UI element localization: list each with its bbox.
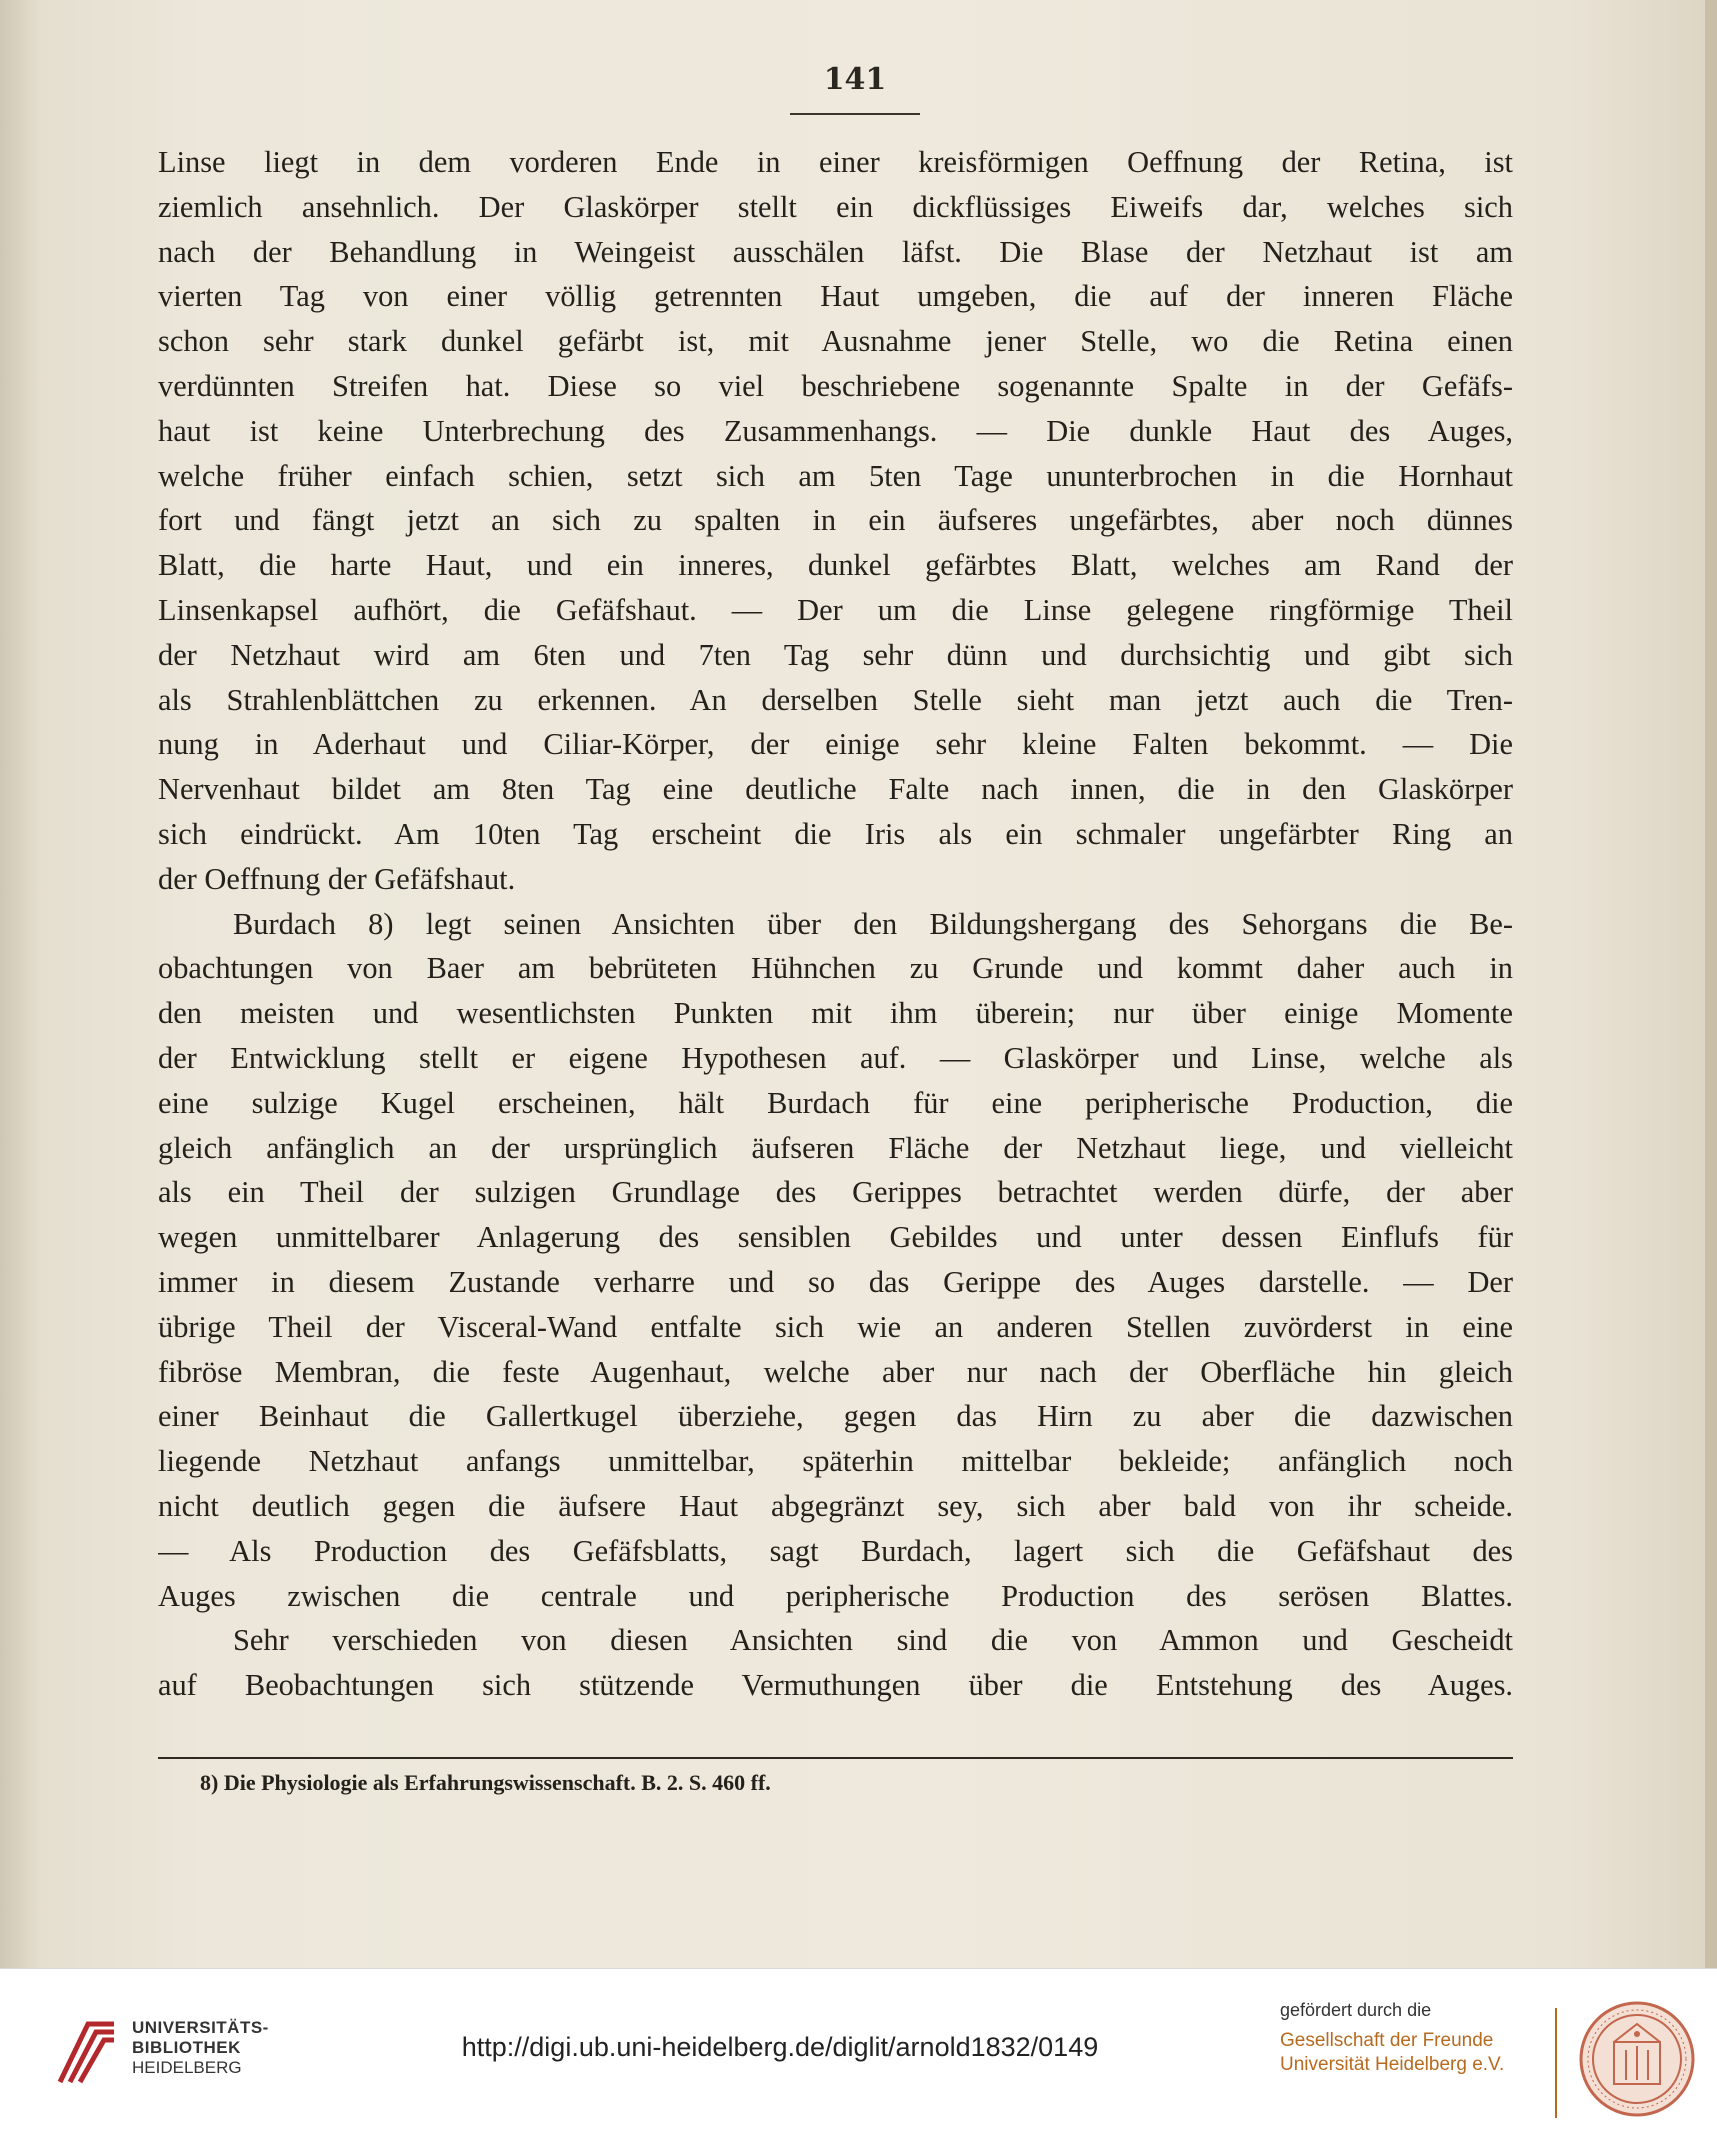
text-line: als Strahlenblättchen zu erkennen. An derselben Stelle sieht man jetzt auch die Tren- xyxy=(158,682,1513,717)
library-name-line-3: HEIDELBERG xyxy=(132,2058,242,2077)
footnote: 8) Die Physiologie als Erfahrungswissenschaft. B. 2. S. 460 ff. xyxy=(200,1770,771,1795)
text-line: Blatt, die harte Haut, und ein inneres, dunkel gefärbtes Blatt, welches am Rand der xyxy=(158,548,1513,583)
text-line: Linsenkapsel aufhört, die Gefäfshaut. — Der um die Linse gelegene ringförmige Theil xyxy=(158,592,1513,627)
text-line: Auges zwischen die centrale und peripherische Production des serösen Blattes. xyxy=(158,1578,1513,1613)
text-line: den meisten und wesentlichsten Punkten mit ihm überein; nur über einige Momente xyxy=(158,996,1513,1031)
paragraph-3 xyxy=(158,1618,1513,1708)
page-number-rule xyxy=(790,113,920,115)
sponsor-intro: gefördert durch die xyxy=(1280,2000,1432,2020)
sponsor-block[interactable] xyxy=(1280,2000,1540,2077)
text-line: obachtungen von Baer am bebrüteten Hühnchen zu Grunde und kommt daher auch in xyxy=(158,951,1513,986)
university-seal-icon[interactable] xyxy=(1578,2000,1696,2118)
text-line: schon sehr stark dunkel gefärbt ist, mit Ausnahme jener Stelle, wo die Retina einen xyxy=(158,324,1513,359)
text-line: der Entwicklung stellt er eigene Hypothesen auf. — Glaskörper und Linse, welche als xyxy=(158,1040,1513,1075)
library-name-line-2: BIBLIOTHEK xyxy=(132,2038,241,2057)
text-line: Sehr verschieden von diesen Ansichten sind die von Ammon und Gescheidt xyxy=(233,1623,1513,1658)
sponsor-name-line-2: Universität Heidelberg e.V. xyxy=(1280,2054,1505,2075)
sponsor-name-line-1: Gesellschaft der Freunde xyxy=(1280,2030,1494,2051)
text-line: einer Beinhaut die Gallertkugel überziehe, gegen das Hirn zu aber die dazwischen xyxy=(158,1399,1513,1434)
footnote-rule xyxy=(158,1757,1513,1759)
text-line: der Netzhaut wird am 6ten und 7ten Tag sehr dünn und durchsichtig und gibt sich xyxy=(158,637,1513,672)
text-line: wegen unmittelbarer Anlagerung des sensiblen Gebildes und unter dessen Einflufs für xyxy=(158,1220,1513,1255)
sponsor-divider xyxy=(1555,2008,1557,2118)
text-line: Nervenhaut bildet am 8ten Tag eine deutliche Falte nach innen, die in den Glaskörper xyxy=(158,772,1513,807)
text-line: nicht deutlich gegen die äufsere Haut abgegränzt sey, sich aber bald von ihr scheide. xyxy=(158,1488,1513,1523)
text-line: verdünnten Streifen hat. Diese so viel beschriebene sogenannte Spalte in der Gefäfs- xyxy=(158,368,1513,403)
library-name[interactable] xyxy=(132,2018,269,2078)
library-logo-icon[interactable] xyxy=(52,2012,122,2092)
text-line: — Als Production des Gefäfsblatts, sagt Burdach, lagert sich die Gefäfshaut des xyxy=(158,1533,1513,1568)
text-line: vierten Tag von einer völlig getrennten Haut umgeben, die auf der inneren Fläche xyxy=(158,279,1513,314)
text-line: Linse liegt in dem vorderen Ende in einer kreisförmigen Oeffnung der Retina, ist xyxy=(158,145,1513,179)
text-line: nach der Behandlung in Weingeist ausschälen läfst. Die Blase der Netzhaut ist am xyxy=(158,234,1513,269)
page-number: 141 xyxy=(823,62,887,97)
text-line: gleich anfänglich an der ursprünglich äufseren Fläche der Netzhaut liege, und vielleicht xyxy=(158,1130,1513,1165)
text-line: immer in diesem Zustande verharre und so das Gerippe des Auges darstelle. — Der xyxy=(158,1264,1513,1299)
text-line: übrige Theil der Visceral-Wand entfalte sich wie an anderen Stellen zuvörderst in eine xyxy=(158,1309,1513,1344)
text-line: fort und fängt jetzt an sich zu spalten in ein äufseres ungefärbtes, aber noch dünnes xyxy=(158,503,1513,538)
text-line: sich eindrückt. Am 10ten Tag erscheint die Iris als ein schmaler ungefärbter Ring an xyxy=(158,816,1513,851)
body-text xyxy=(158,140,1513,1708)
text-line: liegende Netzhaut anfangs unmittelbar, späterhin mittelbar bekleide; anfänglich noch xyxy=(158,1444,1513,1479)
text-line: ziemlich ansehnlich. Der Glaskörper stellt ein dickflüssiges Eiweifs dar, welches sich xyxy=(158,189,1513,224)
text-line: haut ist keine Unterbrechung des Zusammenhangs. — Die dunkle Haut des Auges, xyxy=(158,413,1513,448)
text-line: als ein Theil der sulzigen Grundlage des Gerippes betrachtet werden dürfe, der aber xyxy=(158,1175,1513,1210)
text-line: nung in Aderhaut und Ciliar-Körper, der einige sehr kleine Falten bekommt. — Die xyxy=(158,727,1513,762)
text-line: welche früher einfach schien, setzt sich am 5ten Tage ununterbrochen in die Hornhaut xyxy=(158,458,1513,493)
text-line: der Oeffnung der Gefäfshaut. xyxy=(158,861,516,896)
library-name-line-1: UNIVERSITÄTS- xyxy=(132,2018,269,2037)
permalink-url[interactable]: http://digi.ub.uni-heidelberg.de/diglit/arnold1832/0149 xyxy=(461,2032,1099,2062)
text-line: eine sulzige Kugel erscheinen, hält Burdach für eine peripherische Production, die xyxy=(158,1085,1513,1120)
paragraph-2 xyxy=(158,902,1513,1619)
text-line: Burdach 8) legt seinen Ansichten über den Bildungshergang des Sehorgans die Be- xyxy=(233,906,1513,941)
text-line: fibröse Membran, die feste Augenhaut, welche aber nur nach der Oberfläche hin gleich xyxy=(158,1354,1513,1389)
text-line: auf Beobachtungen sich stützende Vermuthungen über die Entstehung des Auges. xyxy=(158,1668,1513,1703)
paragraph-1 xyxy=(158,140,1513,902)
